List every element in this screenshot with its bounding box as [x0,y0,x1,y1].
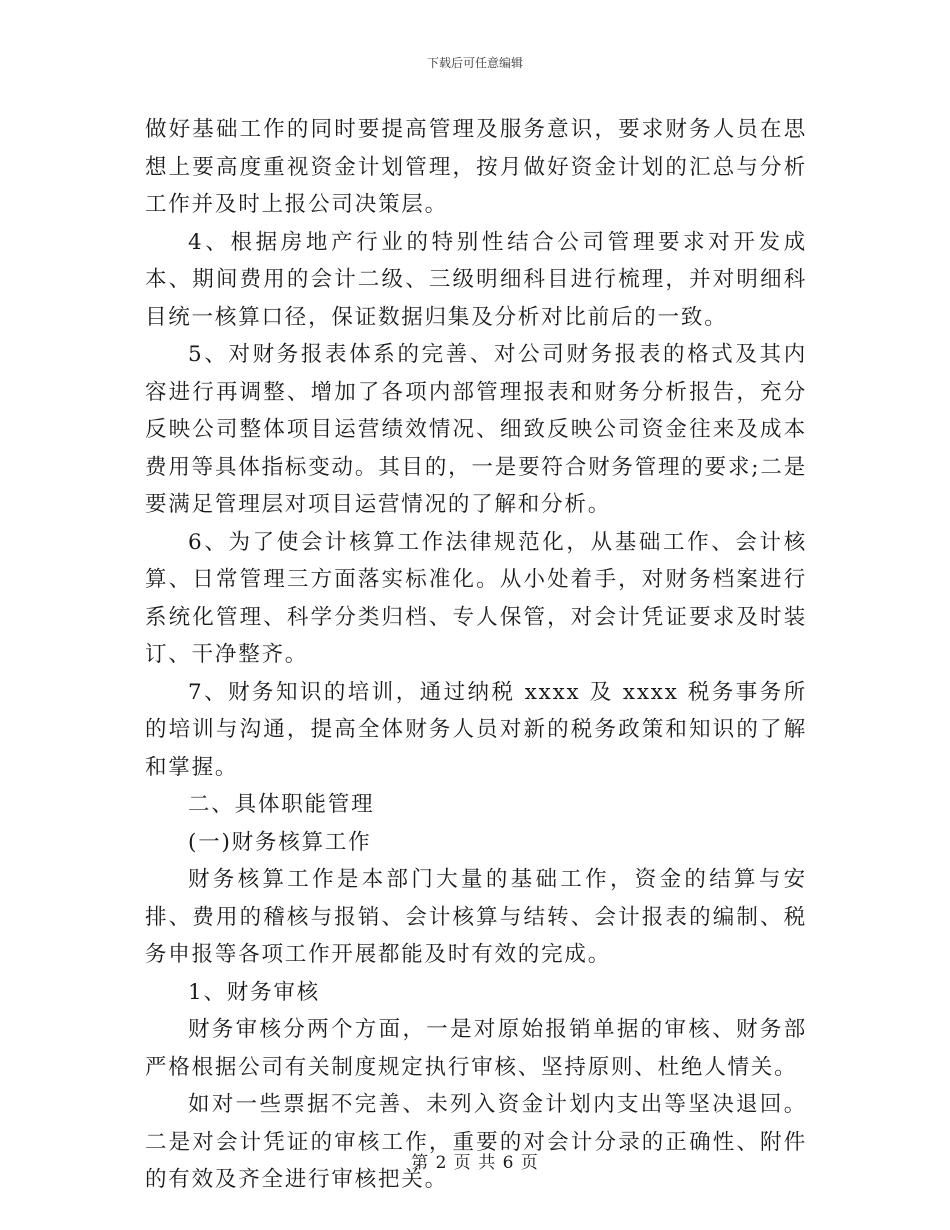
document-body [145,111,807,1199]
section-heading: 二、具体职能管理 [188,792,375,817]
paragraph: 5、对财务报表体系的完善、对公司财务报表的格式及其内容进行再调整、增加了各项内部管理报表和财务分析报告，充分反映公司整体项目运营绩效情况、细致反映公司资金往来及成本费用等具体指标变动。其目的，一是要符合财务管理的要求;二是要满足管理层对项目运营情况的了解和分析。 [145,342,807,517]
item-heading: 1、财务审核 [188,979,320,1005]
page-header-note: 下载后可任意编辑 [426,56,523,70]
paragraph: 财务审核分两个方面，一是对原始报销单据的审核、财务部严格根据公司有关制度规定执行审核、坚持原则、杜绝人情关。 [145,1017,807,1080]
paragraph: 4、根据房地产行业的特别性结合公司管理要求对开发成本、期间费用的会计二级、三级明细科目进行梳理，并对明细科目统一核算口径，保证数据归集及分析对比前后的一致。 [145,229,807,330]
paragraph: 7、财务知识的培训，通过纳税 xxxx 及 xxxx 税务事务所的培训与沟通，提高全体财务人员对新的税务政策和知识的了解和掌握。 [145,679,807,780]
paragraph: 做好基础工作的同时要提高管理及服务意识，要求财务人员在思想上要高度重视资金计划管理，按月做好资金计划的汇总与分析工作并及时上报公司决策层。 [145,117,807,217]
page-number: 第 2 页 共 6 页 [411,1153,539,1173]
paragraph: 如对一些票据不完善、未列入资金计划内支出等坚决退回。二是对会计凭证的审核工作，重要的对会计分录的正确性、附件的有效及齐全进行审核把关。 [145,1092,807,1192]
subsection-heading: (一)财务核算工作 [188,829,372,855]
paragraph: 财务核算工作是本部门大量的基础工作，资金的结算与安排、费用的稽核与报销、会计核算与结转、会计报表的编制、税务申报等各项工作开展都能及时有效的完成。 [145,867,807,967]
paragraph: 6、为了使会计核算工作法律规范化，从基础工作、会计核算、日常管理三方面落实标准化。从小处着手，对财务档案进行系统化管理、科学分类归档、专人保管，对会计凭证要求及时装订、干净整齐。 [145,529,807,667]
